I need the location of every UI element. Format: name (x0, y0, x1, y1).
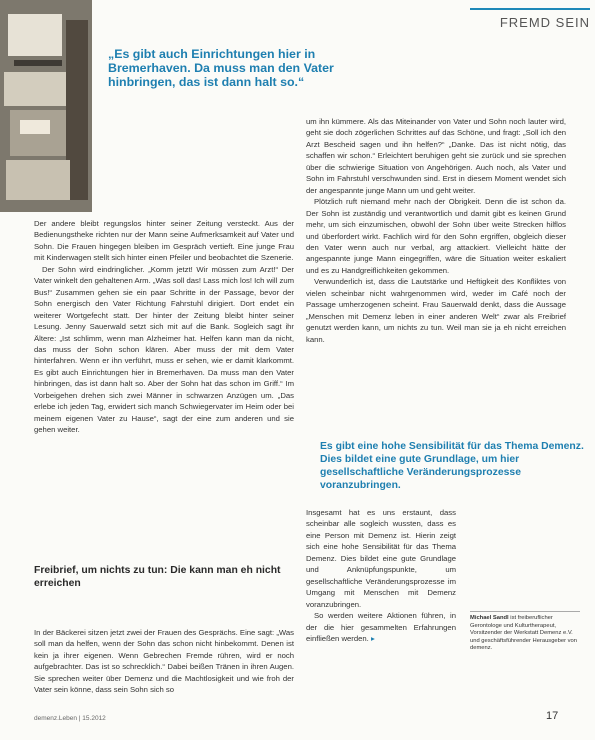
paragraph: Der Sohn wird eindringlicher. „Komm jetzt! Wir müssen zum Arzt!“ Der Vater winkelt den gehaltenen Arm. „Was soll das! Lass mich los! Ich will zum Bus!“ Zusammen gehen sie ein paar Schritte in der Passage, bevor der Sohn energisch den Vater Richtung Fahrstuhl dirigiert. Dort endet ein weiterer Wortgefecht statt. Der hinter der Zeitung bleibt hinter seiner Lesung. Jenny Sauerwald setzt sich mit auf die Bank. Sogleich sagt ihr Ältere: „Ist schlimm, wenn man Alzheimer hat. Helfen kann man da nicht, das muss der Sohn schon klären. Aber muss der mit dem Vater hinterfahren. Wenn er ihn verführt, muss er sehen, wie er damit klarkommt. Es gibt auch Einrichtungen hier in Bremerhaven. Da muss man den Vater hinbringen, das ist dann halt so. Aber der Sohn hat das schon im Griff.“ Im Vorbeigehen drehen sich zwei Männer in schwarzen Anzügen um. „Das erlebe ich jeden Tag, erwidert sich manch Schwiegervater im Heim oder bei meinem eigenen Vater zu Hause“, sagt der eine zum anderen und sie gehen weiter. (34, 264, 294, 435)
paragraph: In der Bäckerei sitzen jetzt zwei der Frauen des Gesprächs. Eine sagt: „Was soll man da helfen, wenn der Sohn das schon nicht hinbekommt. Denen ist kein ja ihrer eigenen. Wenn Gebrechen Fremde rühren, wird er noch aufgebrachter. Das ist so schrecklich.“ Dabei beißen Tränen in ihren Augen. Sie sprechen weiter über Demenz und die Machtlosigkeit und wie froh der Vater sein könne, dass sein Sohn sich so (34, 628, 294, 695)
author-note (470, 611, 580, 653)
section-title: FREMD SEIN (499, 15, 590, 30)
photo-illustration (0, 0, 92, 212)
body-column-left-bottom (34, 627, 294, 696)
author-bio: ist freiberuflicher Gerontologe und Kulturtherapeut, Vorsitzender der Werkstatt Demenz e.V. und geschäftsführender Herausgeber von demenz. (470, 615, 577, 652)
footer-publication: demenz.Leben | 15.2012 (34, 715, 106, 722)
highlight-quote: Es gibt eine hohe Sensibilität für das Thema Demenz. Dies bildet eine gute Grundlage, um hier gesellschaftliche Veränderungsprozesse voranzubringen. (320, 441, 584, 491)
body-column-right-top (306, 116, 566, 345)
page-number: 17 (546, 710, 559, 722)
author-name: Michael Sandl (470, 615, 509, 621)
body-column-left-top (34, 218, 294, 436)
body-column-right-bottom (306, 507, 456, 644)
paragraph (306, 610, 456, 644)
paragraph: Plötzlich ruft niemand mehr nach der Obrigkeit. Denn die ist schon da. Der Sohn ist zuständig und verantwortlich und damit gibt es keinen Grund mehr, um sich einzumischen, obwohl der Sohn über weite Strecken hilflos und überfordert wirkt. Fachlich wird für den Sohn ergriffen, obgleich dieser den Vater wenn auch nur verbal, arg attackiert. Vielleicht hätte der angespannte junge Mann eingegriffen, wäre die Situation weiter eskaliert und es zu Handgreiflichkeiten gekommen. (306, 197, 566, 275)
section-header (470, 8, 590, 30)
pull-quote: „Es gibt auch Einrichtungen hier in Bremerhaven. Da muss man den Vater hinbringen, das ist dann halt so.“ (108, 47, 334, 89)
paragraph: Der andere bleibt regungslos hinter seiner Zeitung versteckt. Aus der Bedienungstheke richten nur der Mann seine Aufmerksamkeit auf Vater und Sohn. Die Frauen hingegen bleiben im Gespräch vertieft. Eine junge Frau mit Kinderwagen stellt sich hinter einen Pfeiler und beobachtet die Szenerie. (34, 219, 294, 263)
end-mark-icon: ▸ (370, 633, 375, 643)
paragraph: Insgesamt hat es uns erstaunt, dass scheinbar alle sogleich wussten, dass es eine Person mit Demenz ist. Hierin zeigt sich eine hohe Sensibilität für das Thema Demenz. Dies bildet eine gute Grundlage und Anknüpfungspunkte, um gesellschaftliche Veränderungsprozesse im Umgang mit Menschen mit Demenz voranzubringen. (306, 508, 456, 609)
paragraph: um ihn kümmere. Als das Miteinander von Vater und Sohn noch lauter wird, geht sie doch zögerlichen Schrittes auf das Schöne, und fragt: „Soll ich den Arzt Bescheid sagen und ihn helfen?“ „Danke. Das ist nicht nötig, das schaffen wir schon.“ Erleichtert beruhigen geht sie zurück und sie sprechen über die schwierige Situation von Angehörigen. Auch noch, als Vater und Sohn im Fahrstuhl verschwunden sind. Erst in diesem Moment wendet sich der angespannte junge Mann um und geht weiter. (306, 117, 566, 195)
paragraph: Verwunderlich ist, dass die Lautstärke und Heftigkeit des Konfliktes von vielen scheinbar nicht wahrgenommen wird, weder im Café noch der Passage umherzogenen scheint. Frau Sauerwald denkt, dass die Aussage „Menschen mit Demenz leben in einer anderen Welt“ zwar als Freibrief genutzt werden kann, um nichts zu tun. Weil man sie ja eh nicht erreichen kann. (306, 277, 566, 344)
subheading: Freibrief, um nichts zu tun: Die kann man eh nicht erreichen (34, 565, 281, 589)
paragraph-text: So werden weitere Aktionen führen, in der die hier gesammelten Erfahrungen einfließen werden. (306, 611, 456, 643)
article-photo (0, 0, 92, 212)
